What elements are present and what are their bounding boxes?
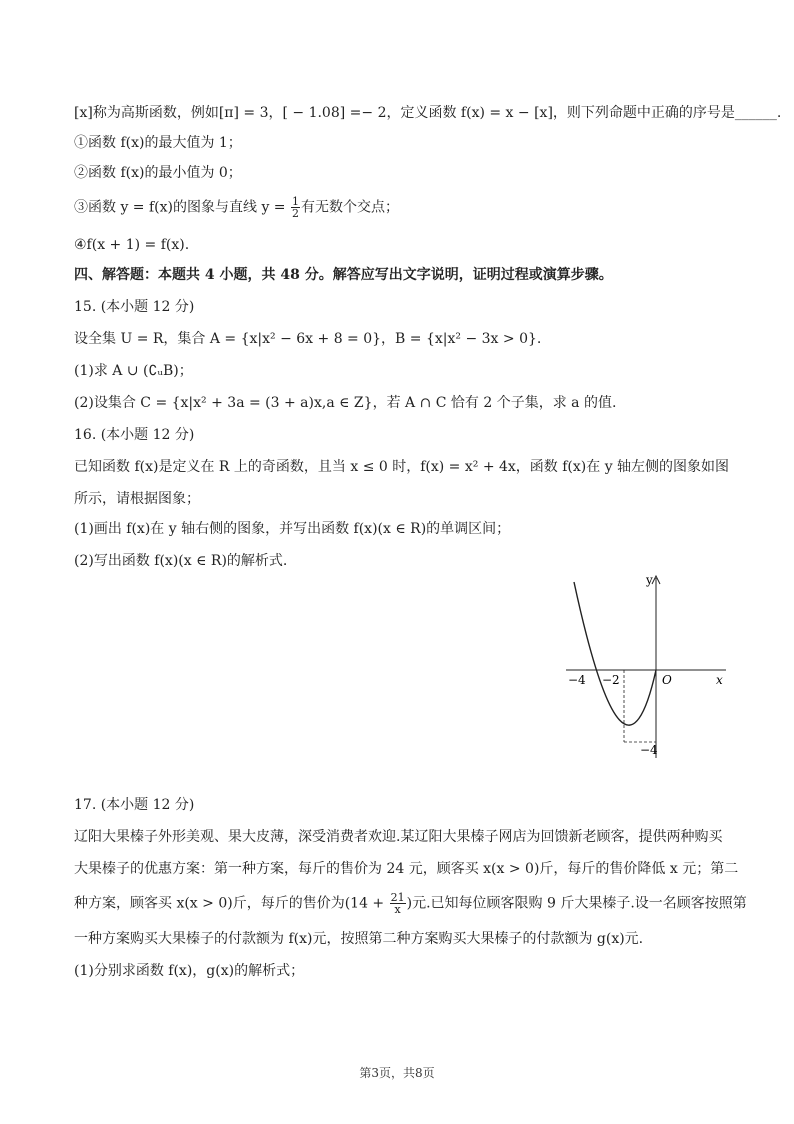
fraction-numerator: 1 bbox=[291, 195, 299, 208]
gauss-function-intro: [x]称为高斯函数，例如[π] = 3，[ − 1.08] =− 2，定义函数 f(x) = x − [x]，则下列命题中正确的序号是______. bbox=[74, 105, 782, 121]
q17-statement-3-a: 种方案，顾客买 x(x > 0)斤，每斤的售价为(14 + bbox=[74, 895, 389, 912]
q16-statement-cont: 所示，请根据图象； bbox=[74, 491, 200, 507]
q17-statement-4: 一种方案购买大果榛子的付款额为 f(x)元，按照第二种方案购买大果榛子的付款额为 g(x)元. bbox=[74, 931, 644, 947]
q16-statement: 已知函数 f(x)是定义在 R 上的奇函数，且当 x ≤ 0 时，f(x) = x² + 4x，函数 f(x)在 y 轴左侧的图象如图 bbox=[74, 459, 730, 475]
section-heading: 四、解答题：本题共 4 小题，共 48 分。解答应写出文字说明，证明过程或演算步骤。 bbox=[74, 267, 613, 283]
q17-statement-2: 大果榛子的优惠方案：第一种方案，每斤的售价为 24 元，顾客买 x(x > 0)斤，每斤的售价降低 x 元；第二 bbox=[74, 861, 739, 877]
proposition-3-text-b: 有无数个交点； bbox=[300, 199, 399, 216]
q15-heading: 15. (本小题 12 分) bbox=[74, 299, 195, 315]
q15-part-1: (1)求 A ∪ (∁ᵤB)； bbox=[74, 363, 193, 379]
proposition-1: ①函数 f(x)的最大值为 1； bbox=[74, 135, 242, 151]
origin-label: O bbox=[662, 673, 672, 687]
proposition-3 bbox=[74, 196, 734, 219]
fraction-denominator-x: x bbox=[394, 903, 401, 916]
q17-statement-3 bbox=[74, 891, 747, 916]
q15-statement: 设全集 U = R，集合 A = {x|x² − 6x + 8 = 0}，B = {x|x² − 3x > 0}. bbox=[74, 331, 542, 347]
q17-statement-1: 辽阳大果榛子外形美观、果大皮薄，深受消费者欢迎.某辽阳大果榛子网店为回馈新老顾客，提供两种购买 bbox=[74, 829, 723, 845]
q17-statement-3-b: )元.已知每位顾客限购 9 斤大果榛子.设一名顾客按照第 bbox=[406, 895, 747, 912]
q16-part-2: (2)写出函数 f(x)(x ∈ R)的解析式. bbox=[74, 553, 288, 569]
q16-heading: 16. (本小题 12 分) bbox=[74, 427, 195, 443]
parabola-curve bbox=[574, 582, 656, 725]
proposition-3-text-a: ③函数 y = f(x)的图象与直线 y = bbox=[74, 199, 290, 216]
q16-part-1: (1)画出 f(x)在 y 轴右侧的图象，并写出函数 f(x)(x ∈ R)的单调区间； bbox=[74, 521, 511, 537]
q15-part-2: (2)设集合 C = {x|x² + 3a = (3 + a)x,a ∈ Z}，若 A ∩ C 恰有 2 个子集，求 a 的值. bbox=[74, 395, 617, 411]
tick-label-y-neg4: −4 bbox=[640, 743, 658, 757]
y-axis-label: y bbox=[646, 573, 653, 587]
q17-part-1: (1)分别求函数 f(x)，g(x)的解析式； bbox=[74, 963, 305, 979]
fraction-one-half bbox=[291, 196, 300, 219]
x-axis-label: x bbox=[716, 673, 723, 687]
proposition-2: ②函数 f(x)的最小值为 0； bbox=[74, 165, 242, 181]
tick-label-neg4: −4 bbox=[568, 673, 586, 687]
function-graph-figure bbox=[560, 570, 730, 770]
fraction-denominator: 2 bbox=[291, 207, 299, 220]
proposition-4: ④f(x + 1) = f(x). bbox=[74, 237, 190, 253]
tick-label-neg2: −2 bbox=[602, 673, 620, 687]
q17-heading: 17. (本小题 12 分) bbox=[74, 797, 195, 813]
fraction-numerator-21: 21 bbox=[390, 891, 405, 904]
fraction-21-over-x bbox=[390, 892, 406, 915]
page-number-footer: 第3页，共8页 bbox=[359, 1066, 435, 1080]
